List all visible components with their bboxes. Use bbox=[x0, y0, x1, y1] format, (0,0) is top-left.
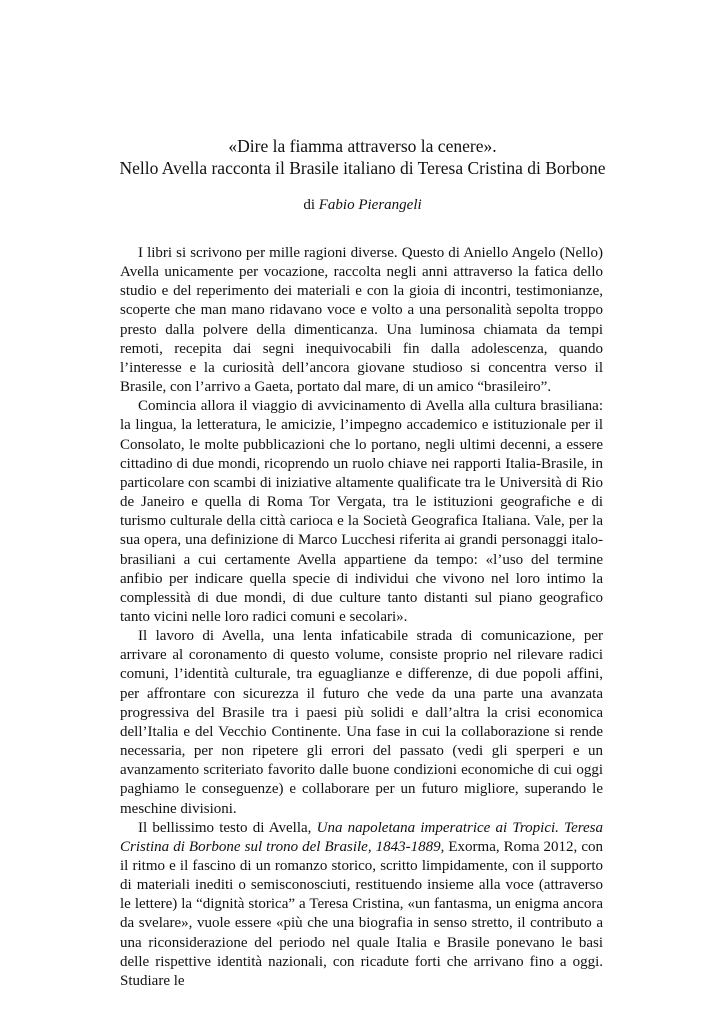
article-title bbox=[100, 135, 625, 179]
byline-author: Fabio Pierangeli bbox=[318, 197, 422, 213]
article-body bbox=[120, 244, 603, 991]
paragraph-4 bbox=[120, 819, 603, 991]
title-line-2: Nello Avella racconta il Brasile italiano di Teresa Cristina di Borbone bbox=[119, 158, 606, 178]
byline bbox=[100, 196, 625, 215]
paragraph-4-text-before: Il bellissimo testo di Avella, bbox=[138, 819, 317, 836]
paragraph-4-text-after: , Exorma, Roma 2012, con il ritmo e il fascino di un romanzo storico, scritto limpidamente, con il supporto di materiali inediti o semisconosciuti, restituendo insieme alla voce (attraverso le lettere) la “dignità storica” a Teresa Cristina, «un fantasma, un enigma ancora da svelare», vuole essere «più che una biografia in senso stretto, il contributo a una riconsiderazione del periodo nel quale Italia e Brasile ponevano le basi delle rispettive identità nazionali, con ricadute forti che arrivano fino a oggi. Studiare le bbox=[120, 838, 603, 989]
paragraph-1: I libri si scrivono per mille ragioni diverse. Questo di Aniello Angelo (Nello) Avella unicamente per vocazione, raccolta negli anni attraverso la fatica dello studio e del reperimento dei materiali e con la gioia di incontri, testimonianze, scoperte che man mano ridavano voce e volto a una personalità sepolta troppo presto dalla polvere della dimenticanza. Una luminosa chiamata da tempi remoti, recepita dai segni inequivocabili fin dalla adolescenza, quando l’interesse e la curiosità dell’ancora giovane studioso si concentra verso il Brasile, con l’arrivo a Gaeta, portato dal mare, di un amico “brasileiro”. bbox=[120, 245, 603, 396]
byline-prefix: di bbox=[303, 197, 315, 213]
paragraph-2: Comincia allora il viaggio di avvicinamento di Avella alla cultura brasiliana: la lingua, la letteratura, le amicizie, l’impegno accademico e istituzionale per il Consolato, le molte pubblicazioni che lo portano, negli ultimi decenni, a essere cittadino di due mondi, ricoprendo un ruolo chiave nei rapporti Italia-Brasile, in particolare con scambi di iniziative altamente qualificate tra le Università di Rio de Janeiro e quella di Roma Tor Vergata, tra le istituzioni geografiche e di turismo culturale della città carioca e la Società Geografica Italiana. Vale, per la sua opera, una definizione di Marco Lucchesi riferita ai grandi personaggi italo-brasiliani a cui certamente Avella appartiene da tempo: «l’uso del termine anfibio per indicare quella specie di individui che vivono nel loro intimo la complessità di due mondi, di due culture tanto distanti sul piano geografico tanto vicini nelle loro radici comuni e secolari». bbox=[120, 398, 603, 625]
book-title: Una napoletana imperatrice ai Tropici. Teresa Cristina di Borbone sul trono del Brasile, 1843-1889 bbox=[120, 819, 603, 855]
paragraph-3: Il lavoro di Avella, una lenta infaticabile strada di comunicazione, per arrivare al coronamento di questo volume, consiste proprio nel rilevare radici comuni, l’identità culturale, tra eguaglianze e differenze, di due popoli affini, per affrontare con sicurezza il futuro che vede da una parte una avanzata progressiva del Brasile tra i paesi più solidi e dall’altra la crisi economica dell’Italia e del Vecchio Continente. Una fase in cui la collaborazione si rende necessaria, per non ripetere gli errori del passato (vedi gli sperperi e un avanzamento scriteriato favorito dalle buone condizioni economiche di cui oggi paghiamo le conseguenze) e collaborare per un futuro migliore, superando le meschine divisioni. bbox=[120, 628, 603, 817]
title-line-1: «Dire la fiamma attraverso la cenere». bbox=[228, 136, 497, 156]
